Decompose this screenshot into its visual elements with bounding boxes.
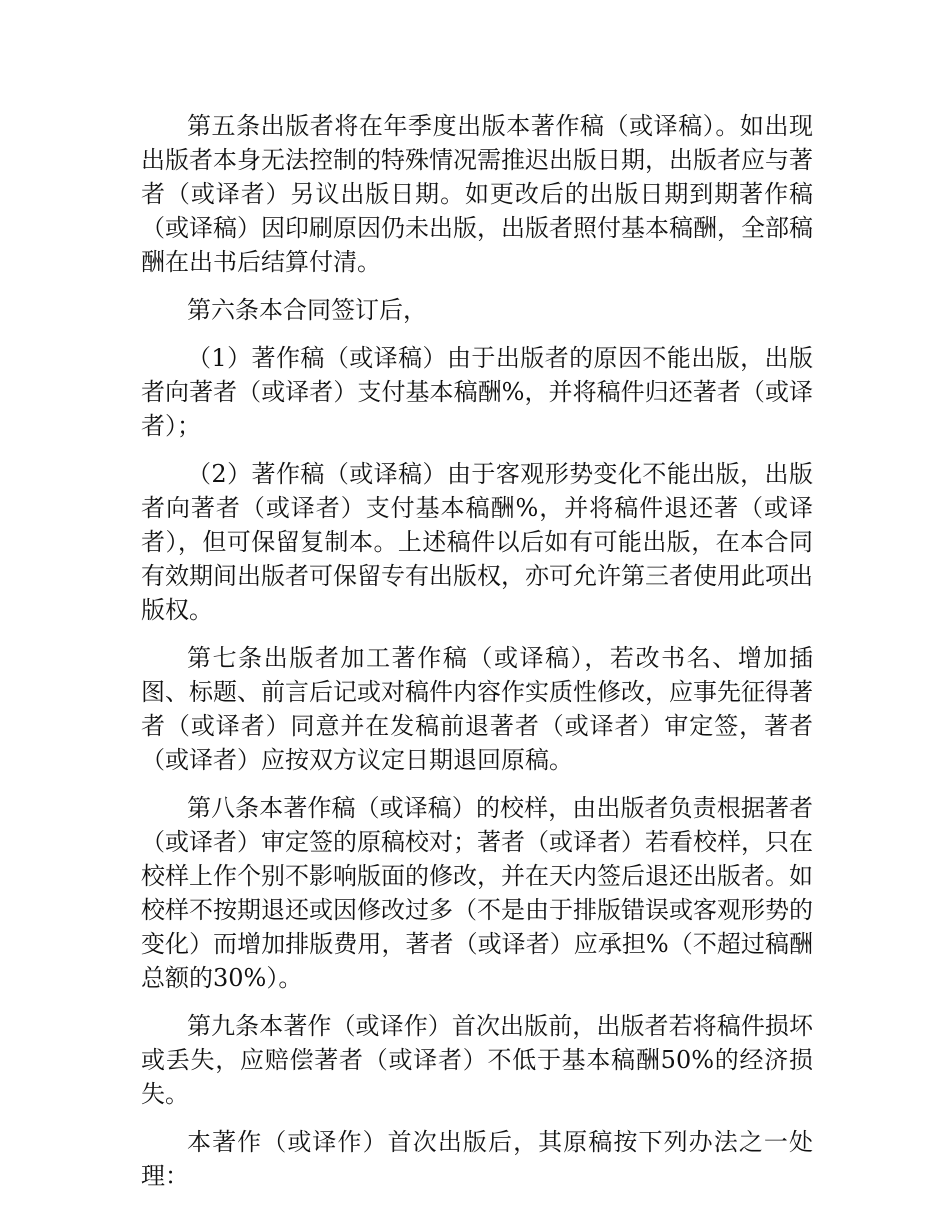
article-5-paragraph: 第五条出版者将在年季度出版本著作稿（或译稿）。如出现出版者本身无法控制的特殊情况需推迟出版日期，出版者应与著者（或译者）另议出版日期。如更改后的出版日期到期著作稿（或译稿）因印刷原因仍未出版，出版者照付基本稿酬，全部稿酬在出书后结算付清。 [141,112,813,276]
article-6-clause-1: （1）著作稿（或译稿）由于出版者的原因不能出版，出版者向著者（或译者）支付基本稿酬%，并将稿件归还著者（或译者）； [141,344,813,440]
article-7-paragraph: 第七条出版者加工著作稿（或译稿），若改书名、增加插图、标题、前言后记或对稿件内容作实质性修改，应事先征得著者（或译者）同意并在发稿前退著者（或译者）审定签，著者（或译者）应按双方议定日期退回原稿。 [141,644,813,774]
document-page [141,109,813,1207]
article-6-paragraph: 第六条本合同签订后， [187,296,427,324]
article-6-clause-2: （2）著作稿（或译稿）由于客观形势变化不能出版，出版者向著者（或译者）支付基本稿酬%，并将稿件退还著（或译者），但可保留复制本。上述稿件以后如有可能出版，在本合同有效期间出版者可保留专有出版权，亦可允许第三者使用此项出版权。 [141,460,813,624]
article-8-paragraph: 第八条本著作稿（或译稿）的校样，由出版者负责根据著者（或译者）审定签的原稿校对；著者（或译者）若看校样，只在校样上作个别不影响版面的修改，并在天内签后退还出版者。如校样不按期退还或因修改过多（不是由于排版错误或客观形势的变化）而增加排版费用，著者（或译者）应承担%（不超过稿酬总额的30%）。 [141,794,813,992]
article-9-paragraph: 第九条本著作（或译作）首次出版前，出版者若将稿件损坏或丢失，应赔偿著者（或译者）不低于基本稿酬50%的经济损失。 [141,1012,813,1108]
manuscript-handling-paragraph: 本著作（或译作）首次出版后，其原稿按下列办法之一处理： [141,1128,813,1190]
